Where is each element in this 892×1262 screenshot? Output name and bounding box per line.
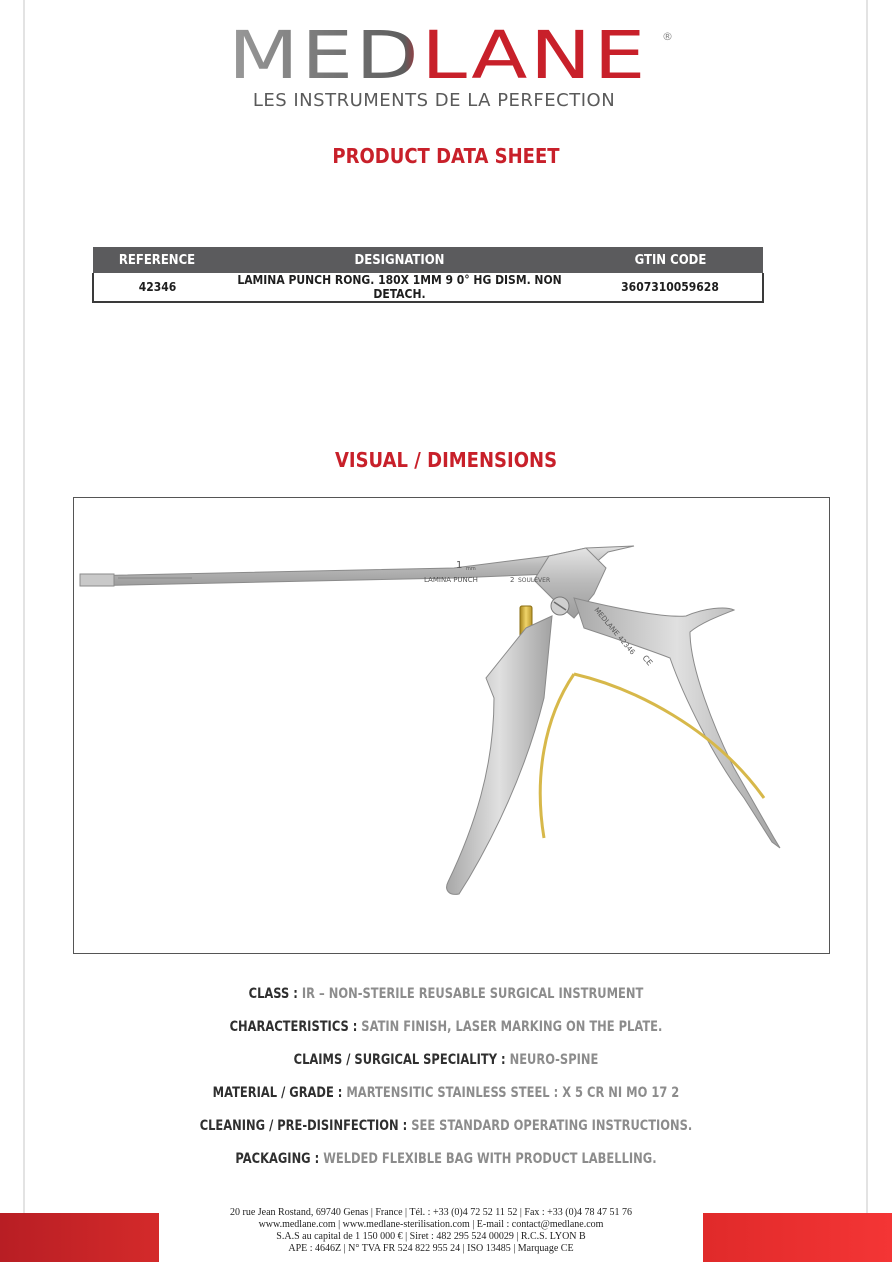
property-material: MATERIAL / GRADE : MARTENSITIC STAINLESS STEEL : X 5 CR NI MO 17 2 <box>212 1085 680 1101</box>
property-cleaning: CLEANING / PRE-DISINFECTION : SEE STANDARD OPERATING INSTRUCTIONS. <box>199 1118 693 1134</box>
cell-designation: LAMINA PUNCH RONG. 180X 1MM 9 0° HG DISM. NON DETACH. <box>221 273 578 302</box>
spring-left <box>540 674 574 838</box>
marking-size: 1 <box>456 560 463 571</box>
footer-address: 20 rue Jean Rostand, 69740 Genas | France | Tél. : +33 (0)4 72 52 11 52 | Fax : +33 (0)4 78 47 51 76 <box>230 1207 632 1218</box>
property-characteristics: CHARACTERISTICS : SATIN FINISH, LASER MARKING ON THE PLATE. <box>229 1019 663 1035</box>
cell-reference: 42346 <box>93 273 221 302</box>
visual-section-title: VISUAL / DIMENSIONS <box>334 448 558 472</box>
rear-handle <box>574 598 780 848</box>
property-class: CLASS : IR – NON-STERILE REUSABLE SURGICAL INSTRUMENT <box>248 986 644 1002</box>
cell-gtin: 3607310059628 <box>578 273 763 302</box>
header-designation: DESIGNATION <box>221 247 578 273</box>
marking-ce: CE <box>640 653 655 668</box>
jaw-tip <box>80 574 114 586</box>
marking-unit: mm <box>466 566 476 572</box>
marking-step-label: SOULEVER <box>518 577 551 584</box>
property-packaging: PACKAGING : WELDED FLEXIBLE BAG WITH PRODUCT LABELLING. <box>235 1151 657 1167</box>
product-reference-table <box>92 247 764 303</box>
visual-frame <box>73 497 830 954</box>
product-section-title: PRODUCT DATA SHEET <box>332 144 560 168</box>
marking-name: LAMINA PUNCH <box>424 576 478 584</box>
product-properties <box>0 983 892 1181</box>
table-row <box>93 273 763 302</box>
footer-registration: APE : 4646Z | N° TVA FR 524 822 955 24 | ISO 13485 | Marquage CE <box>288 1243 574 1254</box>
property-claims: CLAIMS / SURGICAL SPECIALITY : NEURO-SPINE <box>293 1052 599 1068</box>
marking-brand-ref: MEDLANE 42346 <box>592 606 637 657</box>
instrument-illustration <box>74 498 828 952</box>
brand-wordmark: MEDLANE <box>228 20 648 94</box>
header-gtin: GTIN CODE <box>578 247 763 273</box>
registered-mark: ® <box>662 30 673 43</box>
footer-legal: S.A.S au capital de 1 150 000 € | Siret : 482 295 524 00029 | R.C.S. LYON B <box>276 1231 586 1242</box>
front-handle <box>447 616 552 894</box>
footer-web: www.medlane.com | www.medlane-sterilisation.com | E-mail : contact@medlane.com <box>258 1219 604 1230</box>
header-reference: REFERENCE <box>93 247 221 273</box>
brand-tagline: LES INSTRUMENTS DE LA PERFECTION <box>252 90 616 111</box>
table-header-row <box>93 247 763 273</box>
company-footer <box>0 1207 862 1255</box>
marking-step: 2 <box>510 576 515 584</box>
